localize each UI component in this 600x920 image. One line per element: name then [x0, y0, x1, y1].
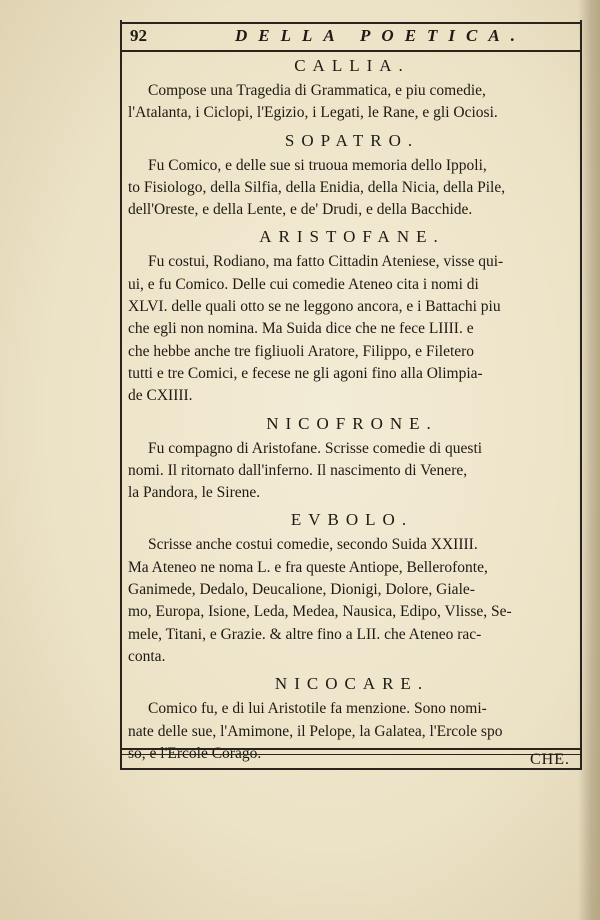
- entry-title: ARISTOFANE.: [259, 227, 445, 247]
- entry-sopatro: [128, 129, 576, 222]
- text-line: XLVI. delle quali otto se ne leggono ancora, e i Battachi piu: [128, 298, 501, 316]
- text-line: la Pandora, le Sirene.: [128, 484, 261, 502]
- text-line: conta.: [128, 647, 166, 665]
- text-line: dell'Oreste, e della Lente, e de' Drudi, e della Bacchide.: [128, 201, 473, 219]
- text-line: to Fisiologo, della Silfia, della Enidia, della Nicia, della Pile,: [128, 178, 506, 196]
- entry-body: [128, 698, 576, 765]
- text-line: che hebbe anche tre figliuoli Aratore, Filippo, e Filetero: [128, 342, 475, 360]
- text-line: l'Atalanta, i Ciclopi, l'Egizio, i Legati, le Rane, e gli Ociosi.: [128, 104, 498, 122]
- entry-nicofrone: [128, 412, 576, 505]
- running-head: DELLA POETICA.: [235, 26, 526, 45]
- text-line: tutti e tre Comici, e fecese ne gli agoni fino alla Olimpia-: [128, 364, 483, 382]
- text-line: so, e l'Ercole Corago.: [128, 744, 262, 762]
- entry-body: [128, 155, 576, 222]
- text-line: Fu compagno di Aristofane. Scrisse comedie di questi: [148, 439, 483, 457]
- entry-title: EVBOLO.: [290, 510, 414, 530]
- footer-rule: [120, 768, 580, 773]
- entry-body: [128, 534, 576, 668]
- entry-callia: [128, 54, 576, 125]
- entry-title: NICOFRONE.: [266, 413, 438, 433]
- text-line: Comico fu, e di lui Aristotile fa menzione. Sono nomi-: [148, 700, 487, 718]
- text-line: mo, Europa, Isione, Leda, Medea, Nausica, Edipo, Vlisse, Se-: [128, 603, 512, 621]
- text-line: che egli non nomina. Ma Suida dice che ne fece LIIII. e: [128, 320, 474, 338]
- text-line: mele, Titani, e Grazie. & altre fino a LII. che Ateneo rac-: [128, 625, 482, 643]
- text-line: de CXIIII.: [128, 387, 193, 405]
- text-line: Ganimede, Dedalo, Deucalione, Dionigi, Dolore, Giale-: [128, 581, 475, 599]
- entry-title: SOPATRO.: [284, 130, 420, 150]
- entry-title: NICOCARE.: [274, 674, 430, 694]
- text-line: Ma Ateneo ne noma L. e fra queste Antiope, Bellerofonte,: [128, 558, 488, 576]
- page-header: [120, 22, 580, 52]
- entry-evbolo: [128, 508, 576, 668]
- text-line: Scrisse anche costui comedie, secondo Suida XXIIII.: [148, 536, 478, 554]
- catchword: CHE.: [530, 751, 570, 768]
- text-line: nate delle sue, l'Amimone, il Pelope, la Galatea, l'Ercole spo: [128, 722, 503, 740]
- page-content: [128, 50, 576, 765]
- entry-title: CALLIA.: [294, 56, 410, 75]
- text-line: Fu costui, Rodiano, ma fatto Cittadin Ateniese, visse qui-: [148, 253, 504, 271]
- entry-aristofane: [128, 225, 576, 407]
- text-line: ui, e fu Comico. Delle cui comedie Ateneo cita i nomi di: [128, 275, 479, 293]
- entry-body: [128, 80, 576, 125]
- text-line: Compose una Tragedia di Grammatica, e piu comedie,: [148, 82, 486, 99]
- bottom-rule: [120, 748, 580, 755]
- page-number: 92: [130, 26, 147, 45]
- text-line: nomi. Il ritornato dall'inferno. Il nascimento di Venere,: [128, 461, 468, 479]
- entry-body: [128, 438, 576, 505]
- text-line: Fu Comico, e delle sue si truoua memoria dello Ippoli,: [148, 156, 487, 174]
- entry-body: [128, 251, 576, 407]
